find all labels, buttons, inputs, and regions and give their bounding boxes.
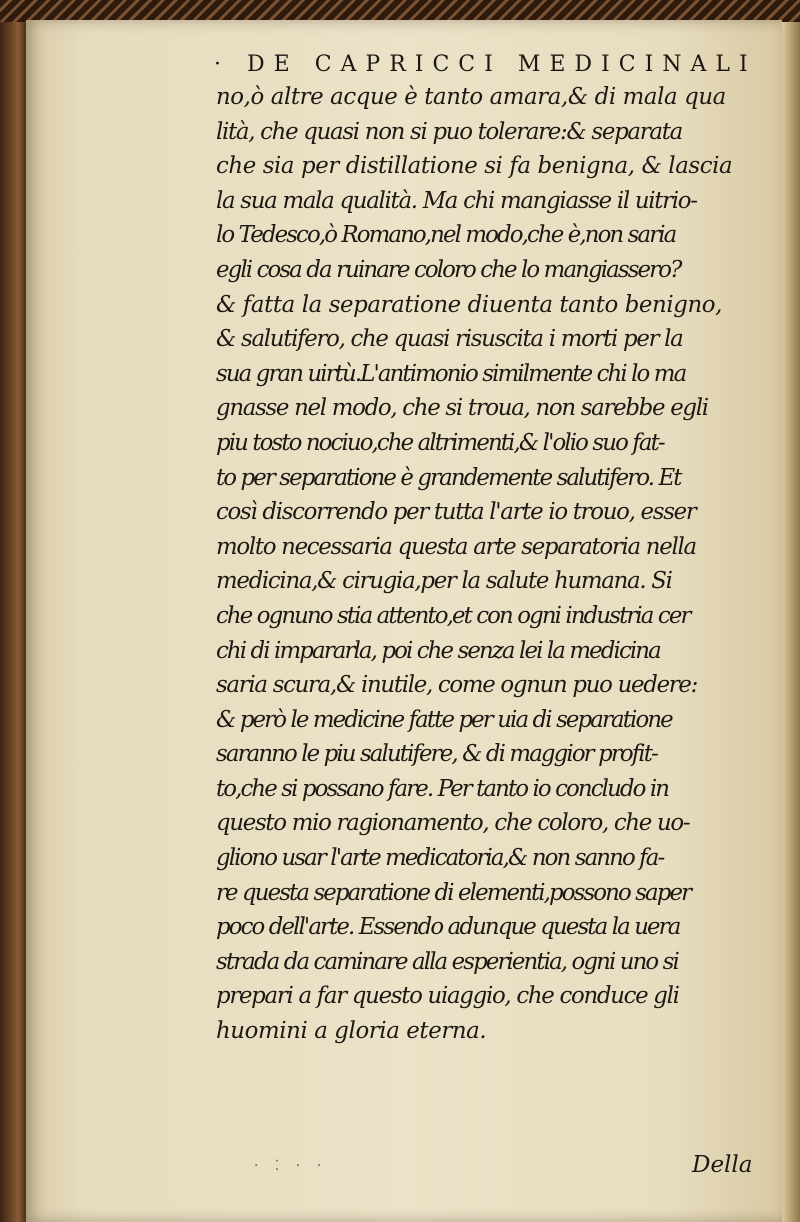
binding-top-edge (0, 0, 800, 22)
text-line: che sia per distillatione si fa benigna, & lascia (216, 153, 733, 180)
page-fore-edge (782, 22, 800, 1222)
text-line: che ognuno stia attento,et con ogni industria cer (216, 602, 690, 629)
text-line: questo mio ragionamento, che coloro, che uo- (216, 810, 690, 837)
ink-specks: · ⁚ · · (254, 1158, 328, 1174)
text-line: gliono usar l'arte medicatoria,& non sanno fa- (216, 845, 664, 872)
text-line: sua gran uirtù.L'antimonio similmente chi lo ma (216, 360, 686, 387)
text-line: to,che si possano fare. Per tanto io concludo in (216, 775, 669, 802)
text-line: no,ò altre acque è tanto amara,& di mala qua (216, 84, 726, 110)
text-line: lo Tedesco,ò Romano,nel modo,che è,non saria (216, 222, 676, 249)
running-head (214, 52, 774, 77)
text-line: lità, che quasi non si puo tolerare:& separata (216, 118, 682, 145)
text-line: strada da caminare alla esperientia, ogni uno si (216, 948, 678, 975)
catchword: Della (692, 1152, 753, 1178)
text-line: poco dell'arte. Essendo adunque questa la uera (216, 914, 680, 941)
text-line: prepari a far questo uiaggio, che conduce gli (216, 983, 679, 1010)
text-line: saranno le piu salutifere, & di maggior profit- (216, 741, 657, 768)
folio-mark: · (214, 52, 221, 77)
text-line: egli cosa da ruinare coloro che lo mangiassero? (216, 256, 681, 283)
text-line: gnasse nel modo, che si troua, non sarebbe egli (216, 395, 708, 422)
text-line: medicina,& cirugia,per la salute humana. Si (216, 568, 672, 595)
text-line: huomini a gloria eterna. (216, 1018, 487, 1045)
text-line: to per separatione è grandemente salutifero. Et (216, 464, 681, 491)
text-line: saria scura,& inutile, come ognun puo uedere: (216, 672, 698, 699)
book-spine-gutter (0, 0, 26, 1222)
text-line: piu tosto nociuo,che altrimenti,& l'olio suo fat- (216, 429, 664, 456)
text-line: & fatta la separatione diuenta tanto benigno, (216, 291, 723, 318)
text-line: chi di impararla, poi che senza lei la medicina (216, 637, 660, 664)
text-line: la sua mala qualità. Ma chi mangiasse il uitrio- (216, 187, 697, 214)
text-line: re questa separatione di elementi,possono saper (216, 879, 691, 906)
body-text (216, 80, 776, 1049)
text-line: & però le medicine fatte per uia di separatione (216, 706, 672, 733)
running-head-title: DE CAPRICCI MEDICINALI (247, 52, 757, 77)
text-line: molto necessaria questa arte separatoria nella (216, 533, 696, 560)
text-line: & salutifero, che quasi risuscita i morti per la (216, 326, 683, 353)
text-line: così discorrendo per tutta l'arte io trouo, esser (216, 499, 696, 526)
